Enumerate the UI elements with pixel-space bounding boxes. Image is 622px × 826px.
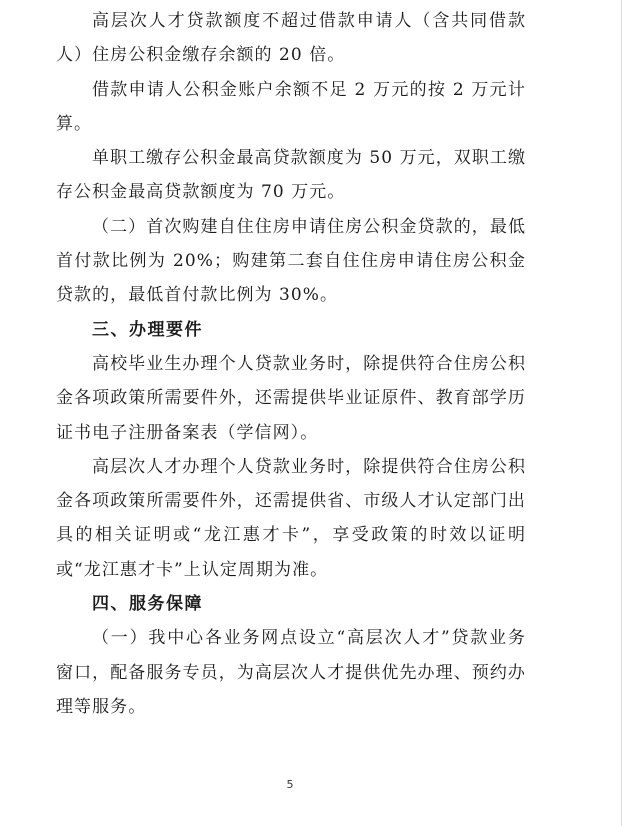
page-number: 5	[286, 778, 294, 791]
paragraph-graduate-requirements: 高校毕业生办理个人贷款业务时，除提供符合住房公积金各项政策所需要件外，还需提供毕业证原件、教育部学历证书电子注册备案表（学信网）。	[56, 353, 526, 443]
paragraph-service-window: （一）我中心各业务网点设立“高层次人才”贷款业务窗口，配备服务专员，为高层次人才提供优先办理、预约办理等服务。	[56, 628, 526, 717]
section-heading-requirements: 三、办理要件	[92, 319, 203, 340]
paragraph-talent-requirements: 高层次人才办理个人贷款业务时，除提供符合住房公积金各项政策所需要件外，还需提供省、市级人才认定部门出具的相关证明或“龙江惠才卡”，享受政策的时效以证明或“龙江惠才卡”上认定周期为准。	[56, 456, 526, 580]
paragraph-max-loan-amount: 单职工缴存公积金最高贷款额度为 50 万元，双职工缴存公积金最高贷款额度为 70 万元。	[56, 148, 526, 203]
section-heading-service: 四、服务保障	[92, 594, 203, 615]
document-body	[56, 4, 526, 724]
paragraph-minimum-balance: 借款申请人公积金账户余额不足 2 万元的按 2 万元计算。	[56, 79, 526, 134]
paragraph-loan-limit: 高层次人才贷款额度不超过借款申请人（含共同借款人）住房公积金缴存余额的 20 倍。	[56, 11, 526, 66]
paragraph-down-payment: （二）首次购建自住住房申请住房公积金贷款的，最低首付款比例为 20%；购建第二套自住住房申请住房公积金贷款的，最低首付款比例为 30%。	[56, 216, 526, 306]
